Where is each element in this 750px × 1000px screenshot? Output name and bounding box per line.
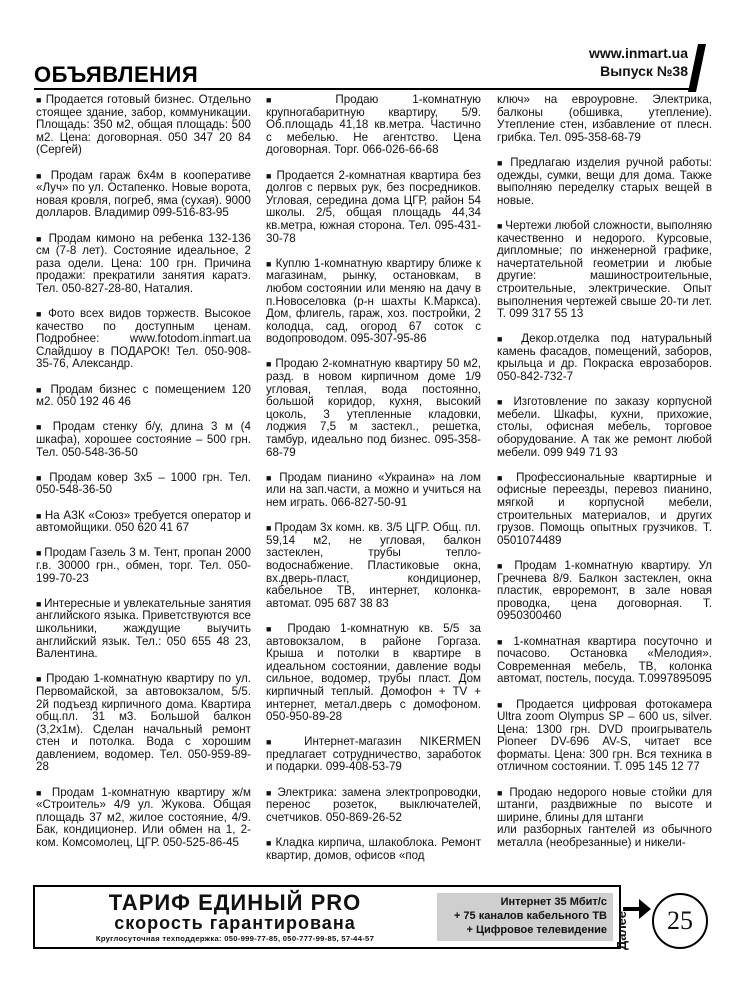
ad-item: ■ На АЗК «Союз» требуется оператор и автомойщики. 050 620 41 67 [36, 510, 251, 535]
ad-item: ■ Продаю 1-комнатную кв. 5/5 за автовокзалом, в районе Горгаза. Крыша и потолки в квартире в идеальном состоянии, давление воды сильное, водомер, трубы пласт. Дом кирпичный теплый. Домофон + TV + интернет, метал.дверь с домофоном. 050-950-89-28 [266, 623, 481, 724]
ad-item: ■ Чертежи любой сложности, выполняю качественно и недорого. Курсовые, дипломные; по инженерной графике, начертательной геометрии и любые другие: машиностроительные, строительные, электрические. Опыт выполнения чертежей свыше 20-ти лет. Т. 099 317 55 13 [497, 220, 712, 321]
ad-item: ■ Продам ковер 3х5 – 1000 грн. Тел. 050-548-36-50 [36, 472, 251, 497]
ad-item: ■ Продам 1-комнатную квартиру. Ул Гречнева 8/9. Балкон застеклен, окна пластик, евроремонт, в зале новая проводка, цена договорная. Т. 0950300460 [497, 560, 712, 623]
ad-item: ■ Кладка кирпича, шлакоблока. Ремонт квартир, домов, офисов «под [266, 837, 481, 862]
ads-column-1 [36, 94, 251, 862]
header-info [589, 44, 688, 80]
ad-item: ■ Продам 1-комнатную квартиру ж/м «Строитель» 4/9 ул. Жукова. Общая площадь 37 м2, жилое состояние, 4/9. Бак, кондиционер. Или обмен на 1, 2-ком. Комсомолец, ЦГР. 050-525-86-45 [36, 787, 251, 850]
site-url: www.inmart.ua [588, 45, 688, 61]
banner-features [437, 893, 613, 941]
ad-item: ■ Продам стенку б/у, длина 3 м (4 шкафа), хорошее состояние – 500 грн. Тел. 050-548-36-50 [36, 421, 251, 459]
banner-feature-tv: + 75 каналов кабельного ТВ [453, 910, 607, 922]
ad-item: ■ Продам гараж 6х4м в кооперативе «Луч» по ул. Остапенко. Новые ворота, новая кровля, погреб, яма (сухая). 9000 долларов. Владимир 099-516-83-95 [36, 170, 251, 220]
ad-item: ■ Продам пианино «Украина» на лом или на зап.части, а можно и учиться на нем играть. 066-827-50-91 [266, 472, 481, 510]
ad-item: ■ Интернет-магазин NIKERMEN предлагает сотрудничество, заработок и подарки. 099-408-53-79 [266, 736, 481, 774]
ad-item: ■ Продам 3х комн. кв. 3/5 ЦГР. Общ. пл. 59,14 м2, не угловая, балкон застеклен, трубы тепло-водоснабжение. Пластиковые окна, вх.дверь-пласт, кондиционер, кабельное ТВ, интернет, колонка-автомат. 095 687 38 83 [266, 522, 481, 610]
ad-item: ■ Профессиональные квартирные и офисные переезды, перевоз пианино, мягкой и корпусной мебели, строительных материалов, и других грузов. Помощь опытных грузчиков. Т. 0501074489 [497, 472, 712, 548]
ad-item: ■ Продается готовый бизнес. Отдельно стоящее здание, забор, коммуникации. Площадь: 350 м2, общая площадь: 500 м2. Цена: договорная. 050 347 20 84 (Сергей) [36, 94, 251, 157]
ads-column-2 [266, 94, 481, 875]
ad-item: ■ Куплю 1-комнатную квартиру ближе к магазинам, рынку, остановкам, в любом состоянии или меняю на дачу в п.Новоселовка (р-н шахты К.Маркса). Дом, флигель, гараж, хоз. постройки, 2 колодца, сад, огород 67 соток с водопроводом. 095-307-95-86 [266, 258, 481, 346]
ad-item: ■ Предлагаю изделия ручной работы: одежды, сумки, вещи для дома. Также выполняю переделку старых вещей в новые. [497, 157, 712, 207]
ad-item: ■ Продам кимоно на ребенка 132-136 см (7-8 лет). Состояние идеальное, 2 раза одели. Цена: 100 грн. Причина продажи: прекратили занятия каратэ. Тел. 050-827-28-80, Наталия. [36, 233, 251, 296]
banner-subtitle: скорость гарантирована [114, 913, 356, 933]
ad-item: ■ Продам Газель 3 м. Тент, пропан 2000 г.в. 30000 грн., обмен, торг. Тел. 050-199-70-23 [36, 547, 251, 585]
page-number: 25 [652, 893, 708, 949]
section-title: ОБЪЯВЛЕНИЯ [34, 62, 199, 87]
ad-item: ■ Изготовление по заказу корпусной мебели. Шкафы, кухни, прихожие, столы, офисная мебель, торговое оборудование. А так же ремонт любой мебели. 099 949 71 93 [497, 396, 712, 459]
ad-item: ■ Продаю 2-комнатную квартиру 50 м2, разд. в новом кирпичном доме 1/9 угловая, теплая, вода постоянно, большой коридор, кухня, высокий цоколь, 3 утепленные кладовки, лоджия 7,5 м застекл., решетка, тамбур, идеально под бизнес. 095-358-68-79 [266, 358, 481, 459]
ad-item: ■ Продам бизнес с помещением 120 м2. 050 192 46 46 [36, 384, 251, 409]
ads-column-3 [497, 94, 712, 850]
ad-item: ■ Продаю недорого новые стойки для штанги, раздвижные по высоте и ширине, блины для штанги [497, 787, 712, 825]
banner-title: ТАРИФ ЕДИНЫЙ PRO [108, 890, 362, 915]
ad-item: ■ Продаю 1-комнатную квартиру по ул. Первомайской, за автовокзалом, 5/5. 2й подъезд кирпичного дома. Квартира общ.пл. 31 м3. Большой балкон (3,2х1м). Сделан начальный ремонт стен и потолка. Вода с хорошим давлением, водомер. Тел. 050-959-89-28 [36, 673, 251, 774]
further-label: Далее [614, 910, 629, 950]
banner-support-phones: Круглосуточная техподдержка: 050-999-77-85, 050-777-99-85, 57-44-57 [95, 934, 375, 943]
banner-main [39, 891, 431, 943]
ad-item: ■ Продается цифровая фотокамера Ultra zoom Olympus SP – 600 us, silver. Цена: 1300 грн. DVD проигрыватель Pioneer DV-696 AV-S, читает все форматы. Цена: 300 грн. Вся техника в отличном состоянии. Т. 095 145 12 77 [497, 699, 712, 775]
ad-item: ■ Продается 2-комнатная квартира без долгов с первых рук, без посредников. Угловая, середина дома ЦГР, район 54 школы. 2/5, общая площадь 44,34 кв.метра, южная сторона. Тел. 095-431-30-78 [266, 170, 481, 246]
issue-number: Выпуск №38 [600, 63, 688, 79]
ad-item: ■ Электрика: замена электропроводки, перенос розеток, выключателей, счетчиков. 050-869-26-52 [266, 787, 481, 825]
ad-item: ■ 1-комнатная квартира посуточно и почасово. Остановка «Мелодия». Современная мебель, ТВ, колонка автомат, постель, посуда. Т.0997895095 [497, 636, 712, 686]
ad-item: ■ Интересные и увлекательные занятия английского языка. Приветствуются все школьники, жаждущие выучить английский язык. Тел.: 050 655 48 23, Валентина. [36, 598, 251, 661]
advert-banner [33, 885, 621, 949]
ad-item: ■ Продаю 1-комнатную крупногабаритную квартиру, 5/9. Об.площадь 41,18 кв.метра. Частично с мебелью. Не агентство. Цена договорная. Торг. 066-026-66-68 [266, 94, 481, 157]
header-slash-decoration [688, 44, 706, 92]
ad-item: ■ Фото всех видов торжеств. Высокое качество по доступным ценам. Подробнее: www.fotodom.inmart.ua Слайдшоу в ПОДАРОК! Тел. 050-908-35-76, Александр. [36, 308, 251, 371]
header-rule [34, 88, 689, 90]
ad-item: ■ Декор.отделка под натуральный камень фасадов, помещений, заборов, крыльца и др. Покраска еврозаборов. 050-842-732-7 [497, 333, 712, 383]
ad-item-tail: или разборных гантелей из обычного металла (необрезанные) и никели- [497, 823, 712, 850]
banner-feature-digital: + Цифровое телевидение [466, 924, 607, 936]
ad-item-continued: ключ» на евроуровне. Электрика, балконы (обшивка, утепление). Утепление стен, избавление от плесн. грибка. Тел. 095-358-68-79 [497, 93, 712, 144]
banner-feature-internet: Интернет 35 Мбит/с [500, 896, 607, 908]
